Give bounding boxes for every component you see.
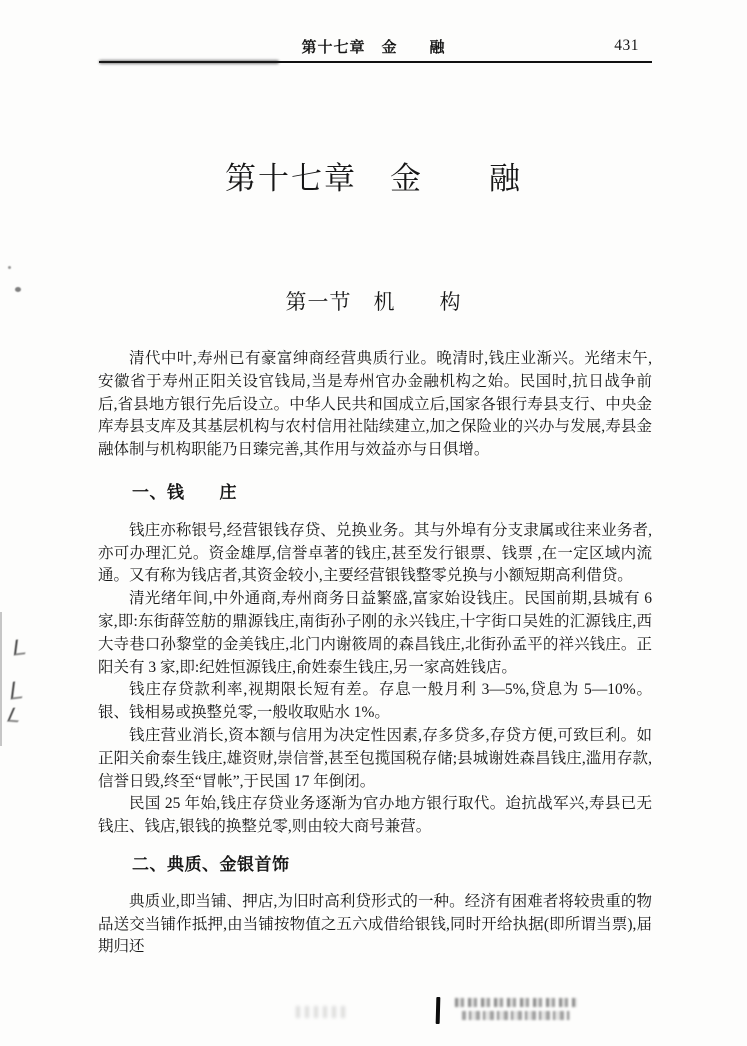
paragraph: 民国 25 年始,钱庄存贷业务逐渐为官办地方银行取代。迨抗战军兴,寿县已无钱庄、钱店,银钱的换整兑零,则由较大商号兼营。 — [98, 795, 652, 836]
paragraph: 钱庄亦称银号,经营银钱存贷、兑换业务。其与外埠有分支隶属或往来业务者,亦可办理汇兑。资金雄厚,信誉卓著的钱庄,甚至发行银票、钱票 ,在一定区域内流通。又有称为钱店者,其资金较小,主要经营银钱整零兑换与小额短期高利借贷。 — [98, 521, 652, 585]
section-title: 第一节 机 构 — [285, 290, 462, 314]
faint-smudge-artifact — [296, 1006, 348, 1018]
intro-paragraph: 清代中叶,寿州已有豪富绅商经营典质行业。晚清时,钱庄业渐兴。光绪末午,安徽省于寿州正阳关设官钱局,当是寿州官办金融机构之始。民国时,抗日战争前后,省县地方银行先后设立。中华人民共和国成立后,国家各银行寿县支行、中央金库寿县支库及其基层机构与农村信用社陆续建立,加之保险业的兴办与发展,寿县金融体制与机构职能乃日臻完善,其作用与效益亦与日俱增。 — [98, 350, 652, 459]
margin-mark — [11, 680, 25, 699]
paragraph: 钱庄营业消长,资本额与信用为决定性因素,存多贷多,存贷方便,可致巨利。如正阳关俞泰生钱庄,雄资财,崇信誉,甚至包揽国税存储;县城谢姓森昌钱庄,滥用存款,信誉日毁,终至“冒帐”,于民国 17 年倒闭。 — [98, 726, 652, 790]
scan-speck — [8, 266, 11, 269]
chapter-title: 第十七章 金 融 — [225, 161, 522, 196]
paragraph: 清光绪年间,中外通商,寿州商务日益繁盛,富家始设钱庄。民国前期,县城有 6 家,即:东街薛笠舫的鼎源钱庄,南街孙子刚的永兴钱庄,十字街口吴姓的汇源钱庄,西大寺巷口孙黎堂的金美钱庄,北门内谢筱周的森昌钱庄,北街孙孟平的祥兴钱庄。正阳关有 3 家,即:纪姓恒源钱庄,俞姓泰生钱庄,另一家高姓钱店。 — [98, 590, 652, 676]
stamp-smudge-row — [462, 1011, 569, 1020]
ink-bar-artifact — [436, 997, 441, 1024]
stamp-smudge-row — [455, 998, 577, 1007]
header-chapter-label: 第十七章 金 融 — [301, 40, 446, 56]
subsection-heading-dianzhi: 二、典质、金银首饰 — [132, 854, 290, 874]
scan-edge-line — [0, 612, 2, 746]
header-rule-ink-blob — [99, 60, 279, 64]
stamp-smudge-artifact — [455, 998, 577, 1028]
scan-speck — [15, 287, 21, 292]
subsection-heading-qianzhuang: 一、钱 庄 — [132, 482, 237, 502]
margin-mark — [14, 638, 27, 655]
paragraph: 典质业,即当铺、押店,为旧时高利贷形式的一种。经济有困难者将较贵重的物品送交当铺作抵押,由当铺按物值之五六成借给银钱,同时开给执据(即所谓当票),届期归还 — [98, 892, 652, 956]
header-page-number: 431 — [614, 37, 639, 54]
body-text — [98, 348, 652, 959]
page-header — [0, 36, 747, 56]
margin-mark — [7, 708, 24, 723]
paragraph: 钱庄存贷款利率,视期限长短有差。存息一般月利 3—5%,贷息为 5—10%。银、钱相易或换整兑零,一般收取贴水 1%。 — [98, 681, 652, 722]
